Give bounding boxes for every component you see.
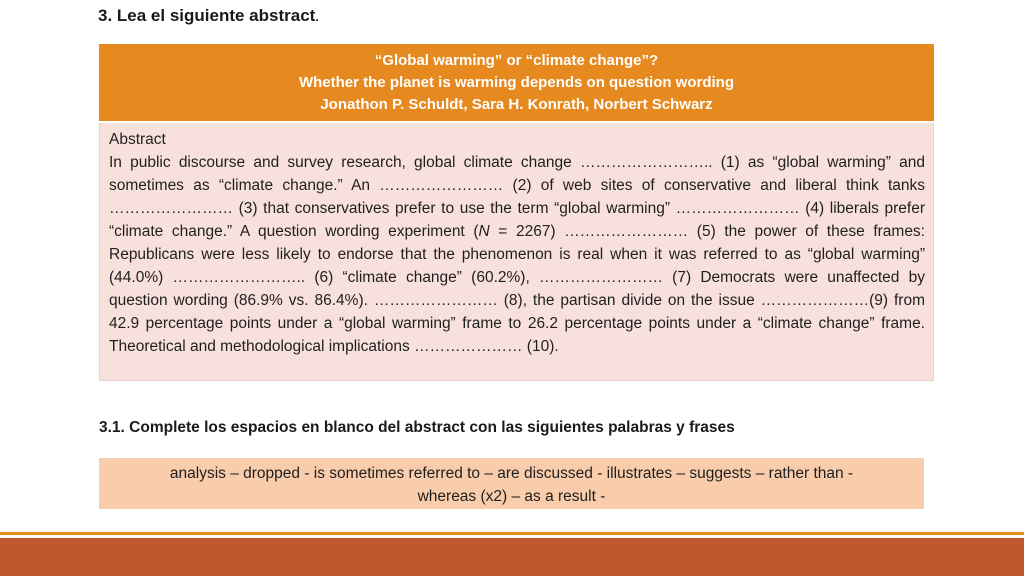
footer-bar <box>0 538 1024 576</box>
abstract-card-body <box>99 123 934 381</box>
exercise-subheading: 3.1. Complete los espacios en blanco del abstract con las siguientes palabras y frases <box>99 419 735 436</box>
abstract-card-header <box>99 44 934 123</box>
paper-authors: Jonathon P. Schuldt, Sara H. Konrath, Norbert Schwarz <box>320 95 713 113</box>
abstract-label: Abstract <box>109 131 166 148</box>
word-bank-line1: analysis – dropped - is sometimes referred to – are discussed - illustrates – suggests – rather than - <box>169 465 854 482</box>
word-bank-line2: whereas (x2) – as a result - <box>417 488 606 505</box>
paper-title-line2: Whether the planet is warming depends on question wording <box>298 73 735 91</box>
abstract-text <box>109 151 925 358</box>
exercise-heading <box>98 6 319 26</box>
abstract-text-part1: In public discourse and survey research, global climate change …………………….. (1) as “global warming” and sometimes as “climate change.” An …………………… (2) of web sites of conservative and liberal think tanks …………………… (3) that conservatives prefer to use the term “global warming” …………………… (4) liberals prefer “climate change.” A question wording experiment ( <box>109 154 925 240</box>
exercise-heading-text: 3. Lea el siguiente abstract <box>98 6 316 25</box>
footer-accent-line <box>0 532 1024 535</box>
paper-title-line1: “Global warming” or “climate change”? <box>374 51 659 69</box>
exercise-heading-dot: . <box>315 10 319 24</box>
word-bank-box <box>99 458 924 509</box>
abstract-card <box>99 44 934 381</box>
abstract-text-part2: = 2267) …………………… (5) the power of these frames: Republicans were less likely to endorse that the phenomenon is real when it was referred to as “global warming” (44.0%) …………………….. (6) “climate change” (60.2%), …………………… (7) Democrats were unaffected by question wording (86.9% vs. 86.4%). …………………… (8), the partisan divide on the issue …………………(9) from 42.9 percentage points under a “global warming” frame to 26.2 percentage points under a “climate change” frame. Theoretical and methodological implications ………………… (10). <box>109 223 925 355</box>
abstract-n-symbol: N <box>478 223 490 240</box>
